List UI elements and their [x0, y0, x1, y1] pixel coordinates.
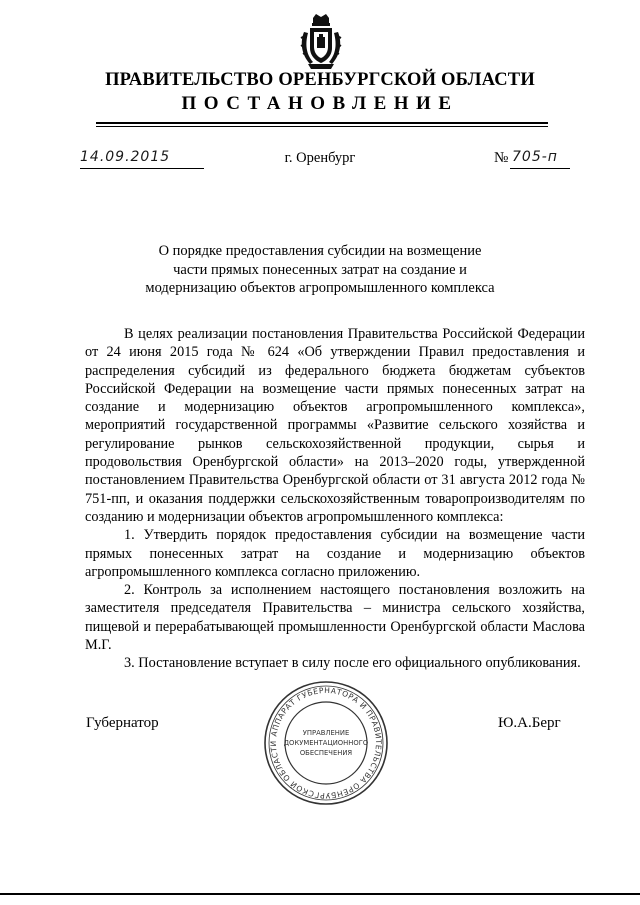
signatory-name: Ю.А.Берг	[498, 715, 561, 731]
coat-of-arms-icon	[298, 14, 344, 70]
title-line: модернизацию объектов агропромышленного комплекса	[145, 280, 495, 296]
document-type: ПОСТАНОВЛЕНИЕ	[181, 93, 459, 114]
preamble-paragraph: В целях реализации постановления Правительства Российской Федерации от 24 июня 2015 года № 624 «Об утверждении Правил предоставления и распределения субсидий из федерального бюджета бюджетам субъектов Российской Федерации на возмещение части прямых понесенных затрат на создание и модернизацию объектов агропромышленного комплекса», мероприятий государственной программы «Развитие сельского хозяйства и регулирование рынков сельскохозяйственной продукции, сырья и продовольствия Оренбургской области» на 2013–2020 годы, утвержденной постановлением Правительства Оренбургской области от 31 августа 2012 года № 751-пп, и оказания поддержки сельскохозяйственным товаропроизводителям по созданию и модернизации объектов агропромышленного комплекса:	[85, 326, 585, 525]
clause-2-paragraph: 2. Контроль за исполнением настоящего постановления возложить на заместителя председателя Правительства – министра сельского хозяйства, пищевой и перерабатывающей промышленности Оренбургской области Маслова М.Г.	[85, 582, 585, 654]
header-divider-thin	[96, 126, 548, 127]
svg-text:УПРАВЛЕНИЕ: УПРАВЛЕНИЕ	[302, 729, 350, 737]
signatory-position: Губернатор	[86, 715, 159, 731]
number-label: №	[494, 150, 509, 166]
svg-text:ОБЕСПЕЧЕНИЯ: ОБЕСПЕЧЕНИЯ	[299, 749, 353, 757]
title-line: части прямых понесенных затрат на создание и	[173, 261, 467, 278]
document-city: г. Оренбург	[284, 150, 356, 166]
title-line: О порядке предоставления субсидии на возмещение	[158, 243, 482, 259]
document-number: 705-п	[512, 149, 558, 165]
official-stamp	[262, 679, 390, 807]
header-divider	[96, 122, 548, 124]
clause-1-paragraph: 1. Утвердить порядок предоставления субсидии на возмещение части прямых понесенных затрат на создание и модернизацию объектов агропромышленного комплекса согласно приложению.	[85, 527, 585, 580]
svg-text:ДОКУМЕНТАЦИОННОГО: ДОКУМЕНТАЦИОННОГО	[283, 739, 369, 747]
page-bottom-border	[0, 893, 640, 895]
document-date: 14.09.2015	[80, 149, 171, 165]
document-title	[120, 242, 520, 298]
organization-name: ПРАВИТЕЛЬСТВО ОРЕНБУРГСКОЙ ОБЛАСТИ	[105, 70, 535, 90]
clause-3-paragraph: 3. Постановление вступает в силу после его официального опубликования.	[124, 655, 581, 672]
document-body	[85, 325, 585, 673]
svg-text:АППАРАТ ГУБЕРНАТОРА И ПРАВИТЕЛ: АППАРАТ ГУБЕРНАТОРА И ПРАВИТЕЛЬСТВА ОРЕНБУРГСКОЙ ОБЛАСТИ	[268, 685, 384, 801]
